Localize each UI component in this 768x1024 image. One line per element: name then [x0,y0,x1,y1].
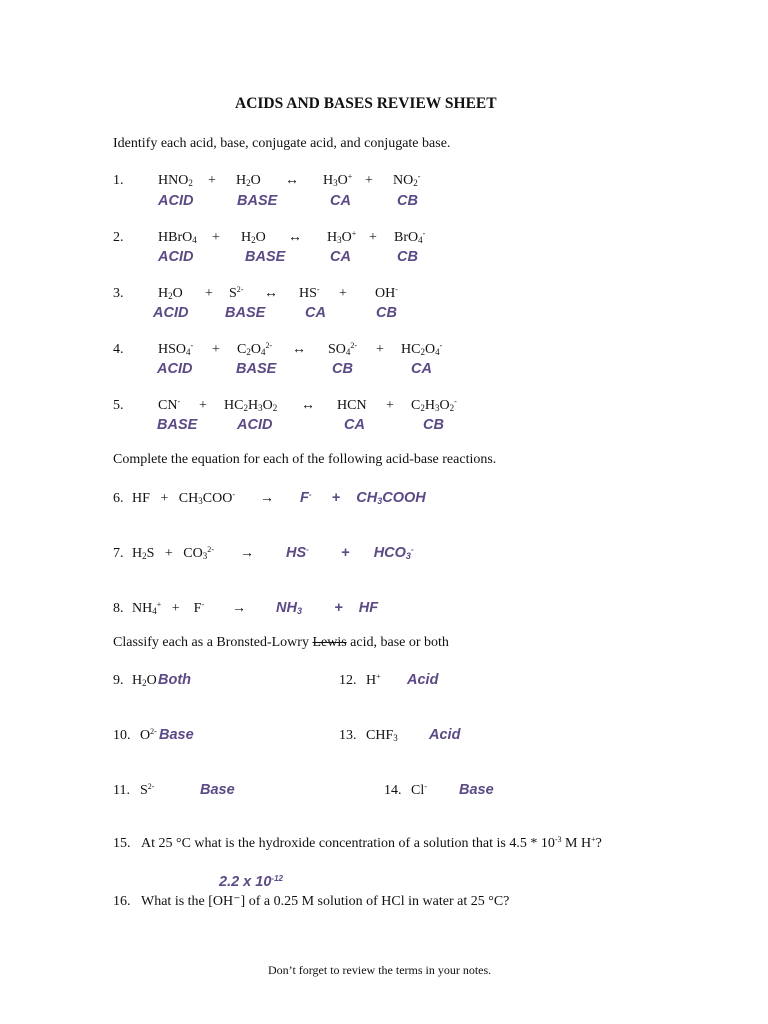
question-text: At 25 °C what is the hydroxide concentration of a solution that is $4.5 * 10^{-3}$ M H+? [141,835,602,851]
species-no2-minus: $NO_2^-$ [393,172,421,188]
answer-label: CA [411,361,432,377]
answer-label: ACID [153,305,189,321]
plus-sign: + [386,398,394,413]
equilibrium-arrow: ↔ [285,173,299,188]
question-number: 1. [113,173,124,188]
answer-label: ACID [158,249,194,265]
question-number: 5. [113,398,124,413]
species-h2o: $H_2O$ [158,286,183,301]
answer-label: CA [330,249,351,265]
answer-value [219,875,283,890]
species-s-2minus: $S^{2-}$ [140,782,155,798]
reaction-arrow: → [260,491,274,506]
equation-reactants: $H_2S + CO_3^{2-}$ [132,545,214,561]
species-so4-2minus: $SO_4^{2-}$ [328,341,358,357]
section-1-instruction: Identify each acid, base, conjugate acid, and conjugate base. [113,136,451,151]
answer-label: Base [159,727,194,743]
instruction-text: acid, base or both [350,635,449,650]
species-h2o: $H_2O$ [236,173,261,188]
answer-label: Base [459,782,494,798]
species-c2h3o2-minus: $C_2H_3O_2^-$ [411,397,457,413]
plus-sign: + [365,173,373,188]
plus-sign: + [376,342,384,357]
equation-products-answer: $NH_3$ + HF [276,600,379,616]
answer-label: Base [200,782,235,798]
answer-label: ACID [158,193,194,209]
plus-sign: + [212,230,220,245]
equation-reactants: $NH_4^+$ + F- [132,600,205,616]
section-2-instruction: Complete the equation for each of the following acid-base reactions. [113,452,497,467]
species-s-2minus: $S^{2-}$ [229,285,244,301]
answer-label: CA [330,193,351,209]
answer-label: BASE [157,417,198,433]
equation-reactants: HF + $CH_3COO^-$ [132,490,235,506]
question-number: 3. [113,286,124,301]
species-chf3: $CHF_3$ [366,728,398,743]
plus-sign: + [212,342,220,357]
answer-label: Acid [429,727,461,743]
answer-label: BASE [245,249,286,265]
answer-label: CB [376,305,397,321]
species-o-2minus: $O^{2-}$ [140,727,157,743]
equilibrium-arrow: ↔ [264,286,278,301]
species-hbro4: HBrO$_4$ [158,230,197,245]
question-number: 9. [113,673,124,688]
answer-label: BASE [236,361,277,377]
species-hcn: HCN [337,398,367,413]
answer-label: CB [397,249,418,265]
plus-sign: + [199,398,207,413]
question-number: 4. [113,342,124,357]
equilibrium-arrow: ↔ [292,342,306,357]
answer-label: CA [305,305,326,321]
answer-label: CB [397,193,418,209]
species-h-plus: H+ [366,672,381,688]
answer-base: 2.2 x 10 [219,874,272,890]
question-number: 10. [113,728,131,743]
answer-label: CA [344,417,365,433]
species-h3o-plus: $H_3O^+$ [323,172,353,188]
answer-label: ACID [157,361,193,377]
section-3-instruction [113,636,449,650]
answer-label: Both [158,672,192,688]
struck-word: Lewis [312,635,347,650]
footer-note: Don’t forget to review the terms in your notes. [268,963,492,977]
species-oh-minus: OH- [375,285,398,301]
answer-label: ACID [237,417,273,433]
question-text-start: At 25 °C what is the hydroxide concentration of a solution that is 4.5 [141,836,527,851]
plus-sign: + [369,230,377,245]
equilibrium-arrow: ↔ [288,230,302,245]
equation-products-answer: F- + $CH_3COOH$ [300,490,426,506]
question-number: 11. [113,783,130,798]
question-text: What is the [OH⁻] of a 0.25 M solution of HCl in water at 25 °C? [141,894,510,909]
answer-exponent: -12 [271,874,283,883]
answer-label: CB [423,417,444,433]
species-hc2o4-minus: $HC_2O_4^-$ [401,341,443,357]
answer-label: BASE [237,193,278,209]
species-h2o: $H_2O$ [132,673,157,688]
species-hc2h3o2: $HC_2H_3O_2$ [224,398,278,413]
question-number: 15. [113,836,131,851]
answer-label: Acid [407,672,439,688]
question-number: 7. [113,546,124,561]
species-h2o: $H_2O$ [241,230,266,245]
question-number: 6. [113,491,124,506]
answer-label: BASE [225,305,266,321]
question-number: 16. [113,894,131,909]
question-number: 13. [339,728,357,743]
species-c2o4-2minus: $C_2O_4^{2-}$ [237,341,273,357]
species-hso4-minus: $HSO_4^-$ [158,341,194,357]
species-bro4-minus: BrO$_4$- [394,229,426,245]
question-number: 14. [384,783,402,798]
species-hno2: $HNO_2$ [158,173,193,188]
species-h3o-plus: $H_3O^+$ [327,229,357,245]
question-number: 12. [339,673,357,688]
answer-label: CB [332,361,353,377]
plus-sign: + [339,286,347,301]
equation-products-answer: HS- + $HCO_3^-$ [286,545,414,561]
species-cn-minus: CN- [158,397,181,413]
instruction-text: Classify each as a Bronsted-Lowry [113,635,309,650]
reaction-arrow: → [232,601,246,616]
page-title: ACIDS AND BASES REVIEW SHEET [235,95,497,112]
reaction-arrow: → [240,546,254,561]
equilibrium-arrow: ↔ [301,398,315,413]
plus-sign: + [208,173,216,188]
times-sign: * [530,836,538,851]
question-number: 2. [113,230,124,245]
species-cl-minus: Cl- [411,782,427,798]
question-number: 8. [113,601,124,616]
plus-sign: + [205,286,213,301]
species-hs-minus: HS- [299,285,320,301]
